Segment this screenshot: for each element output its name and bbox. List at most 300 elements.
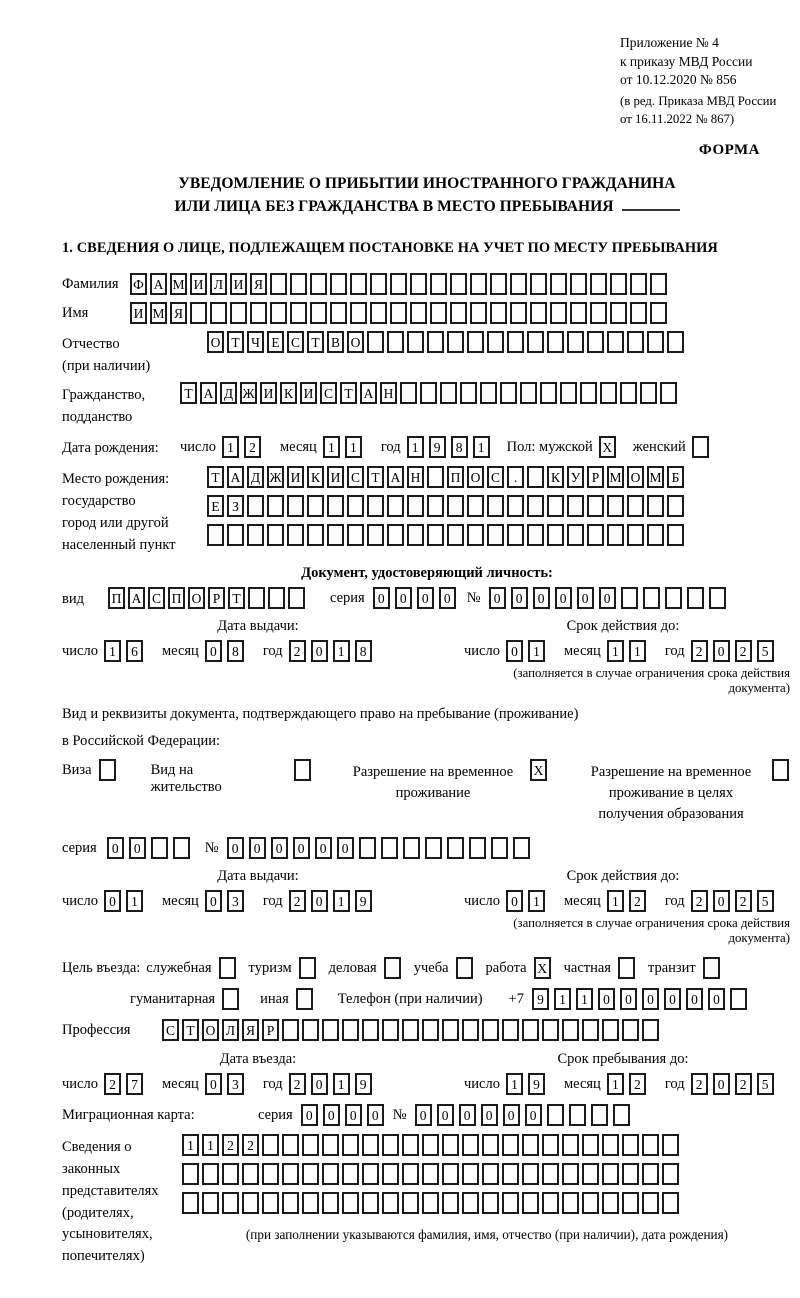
form-cell[interactable]: [219, 957, 236, 979]
form-cell[interactable]: [730, 988, 747, 1010]
form-cell[interactable]: [642, 1019, 659, 1041]
form-cell[interactable]: [587, 331, 604, 353]
form-cell[interactable]: [482, 1163, 499, 1185]
form-cell[interactable]: [270, 302, 287, 324]
form-cell[interactable]: [462, 1019, 479, 1041]
form-cell[interactable]: 5: [757, 640, 774, 662]
form-cell[interactable]: [662, 1163, 679, 1185]
form-cell[interactable]: 1: [333, 890, 350, 912]
form-cell[interactable]: 1: [576, 988, 593, 1010]
form-cell[interactable]: Ч: [247, 331, 264, 353]
form-cell[interactable]: 9: [355, 890, 372, 912]
form-cell[interactable]: [151, 837, 168, 859]
form-cell[interactable]: Д: [247, 466, 264, 488]
form-cell[interactable]: 9: [355, 1073, 372, 1095]
form-cell[interactable]: И: [230, 273, 247, 295]
form-cell[interactable]: Т: [340, 382, 357, 404]
form-cell[interactable]: [370, 273, 387, 295]
form-cell[interactable]: [350, 302, 367, 324]
form-cell[interactable]: [427, 524, 444, 546]
form-cell[interactable]: [381, 837, 398, 859]
form-cell[interactable]: [662, 1192, 679, 1214]
form-cell[interactable]: [248, 587, 265, 609]
form-cell[interactable]: [302, 1019, 319, 1041]
form-cell[interactable]: [510, 302, 527, 324]
form-cell[interactable]: [210, 302, 227, 324]
form-cell[interactable]: [640, 382, 657, 404]
form-cell[interactable]: [487, 331, 504, 353]
form-cell[interactable]: [582, 1163, 599, 1185]
form-cell[interactable]: И: [130, 302, 147, 324]
form-cell[interactable]: [621, 587, 638, 609]
form-cell[interactable]: [330, 302, 347, 324]
form-cell[interactable]: 0: [481, 1104, 498, 1126]
form-cell[interactable]: [367, 495, 384, 517]
form-cell[interactable]: 0: [459, 1104, 476, 1126]
form-cell[interactable]: [290, 273, 307, 295]
form-cell[interactable]: [482, 1192, 499, 1214]
form-cell[interactable]: [367, 331, 384, 353]
form-cell[interactable]: 2: [242, 1134, 259, 1156]
form-cell[interactable]: [362, 1163, 379, 1185]
form-cell[interactable]: [287, 495, 304, 517]
form-cell[interactable]: X: [534, 957, 551, 979]
form-cell[interactable]: 1: [323, 436, 340, 458]
form-cell[interactable]: 1: [629, 640, 646, 662]
form-cell[interactable]: .: [507, 466, 524, 488]
form-cell[interactable]: [647, 331, 664, 353]
form-cell[interactable]: [410, 302, 427, 324]
form-cell[interactable]: [422, 1134, 439, 1156]
form-cell[interactable]: И: [300, 382, 317, 404]
form-cell[interactable]: 0: [205, 640, 222, 662]
form-cell[interactable]: [467, 524, 484, 546]
form-cell[interactable]: [222, 988, 239, 1010]
form-cell[interactable]: [407, 495, 424, 517]
form-cell[interactable]: [247, 495, 264, 517]
form-cell[interactable]: [550, 273, 567, 295]
form-cell[interactable]: X: [530, 759, 547, 781]
form-cell[interactable]: Т: [180, 382, 197, 404]
form-cell[interactable]: [322, 1019, 339, 1041]
form-cell[interactable]: [502, 1019, 519, 1041]
form-cell[interactable]: И: [190, 273, 207, 295]
form-cell[interactable]: [427, 495, 444, 517]
form-cell[interactable]: Б: [667, 466, 684, 488]
form-cell[interactable]: 7: [126, 1073, 143, 1095]
form-cell[interactable]: [442, 1163, 459, 1185]
form-cell[interactable]: Н: [407, 466, 424, 488]
form-cell[interactable]: X: [599, 436, 616, 458]
form-cell[interactable]: [262, 1163, 279, 1185]
form-cell[interactable]: [447, 837, 464, 859]
form-cell[interactable]: О: [207, 331, 224, 353]
form-cell[interactable]: [662, 1134, 679, 1156]
form-cell[interactable]: 1: [182, 1134, 199, 1156]
form-cell[interactable]: [268, 587, 285, 609]
form-cell[interactable]: [622, 1192, 639, 1214]
form-cell[interactable]: [618, 957, 635, 979]
form-cell[interactable]: 0: [311, 1073, 328, 1095]
form-cell[interactable]: [642, 1134, 659, 1156]
form-cell[interactable]: [622, 1019, 639, 1041]
form-cell[interactable]: 3: [227, 890, 244, 912]
form-cell[interactable]: [440, 382, 457, 404]
form-cell[interactable]: [262, 1134, 279, 1156]
form-cell[interactable]: [527, 466, 544, 488]
form-cell[interactable]: [569, 1104, 586, 1126]
form-cell[interactable]: [342, 1134, 359, 1156]
form-cell[interactable]: [447, 331, 464, 353]
form-cell[interactable]: 2: [629, 1073, 646, 1095]
form-cell[interactable]: [447, 524, 464, 546]
form-cell[interactable]: 1: [554, 988, 571, 1010]
form-cell[interactable]: 0: [598, 988, 615, 1010]
form-cell[interactable]: [242, 1163, 259, 1185]
form-cell[interactable]: 0: [367, 1104, 384, 1126]
form-cell[interactable]: [567, 524, 584, 546]
form-cell[interactable]: 0: [620, 988, 637, 1010]
form-cell[interactable]: [482, 1019, 499, 1041]
form-cell[interactable]: [407, 524, 424, 546]
form-cell[interactable]: 1: [202, 1134, 219, 1156]
form-cell[interactable]: Ж: [240, 382, 257, 404]
form-cell[interactable]: [522, 1134, 539, 1156]
form-cell[interactable]: [190, 302, 207, 324]
form-cell[interactable]: [347, 495, 364, 517]
form-cell[interactable]: О: [202, 1019, 219, 1041]
form-cell[interactable]: 2: [735, 1073, 752, 1095]
form-cell[interactable]: С: [487, 466, 504, 488]
form-cell[interactable]: [703, 957, 720, 979]
form-cell[interactable]: 1: [126, 890, 143, 912]
form-cell[interactable]: [622, 1134, 639, 1156]
form-cell[interactable]: [202, 1163, 219, 1185]
form-cell[interactable]: [491, 837, 508, 859]
form-cell[interactable]: 2: [104, 1073, 121, 1095]
form-cell[interactable]: [602, 1134, 619, 1156]
form-cell[interactable]: 5: [757, 890, 774, 912]
form-cell[interactable]: 0: [205, 1073, 222, 1095]
form-cell[interactable]: Е: [207, 495, 224, 517]
form-cell[interactable]: 2: [629, 890, 646, 912]
form-cell[interactable]: [407, 331, 424, 353]
form-cell[interactable]: 0: [599, 587, 616, 609]
form-cell[interactable]: [387, 495, 404, 517]
form-cell[interactable]: [520, 382, 537, 404]
form-cell[interactable]: [347, 524, 364, 546]
form-cell[interactable]: [613, 1104, 630, 1126]
form-cell[interactable]: Т: [182, 1019, 199, 1041]
form-cell[interactable]: [442, 1019, 459, 1041]
form-cell[interactable]: [310, 273, 327, 295]
form-cell[interactable]: [602, 1019, 619, 1041]
form-cell[interactable]: [462, 1192, 479, 1214]
form-cell[interactable]: [522, 1163, 539, 1185]
form-cell[interactable]: [507, 331, 524, 353]
form-cell[interactable]: [622, 1163, 639, 1185]
form-cell[interactable]: Н: [380, 382, 397, 404]
form-cell[interactable]: [427, 466, 444, 488]
form-cell[interactable]: [282, 1134, 299, 1156]
form-cell[interactable]: [267, 495, 284, 517]
form-cell[interactable]: Т: [227, 331, 244, 353]
form-cell[interactable]: [627, 331, 644, 353]
form-cell[interactable]: [402, 1163, 419, 1185]
form-cell[interactable]: [522, 1019, 539, 1041]
form-cell[interactable]: [322, 1163, 339, 1185]
form-cell[interactable]: 0: [337, 837, 354, 859]
form-cell[interactable]: [527, 524, 544, 546]
form-cell[interactable]: 1: [607, 640, 624, 662]
form-cell[interactable]: 2: [289, 1073, 306, 1095]
form-cell[interactable]: [387, 331, 404, 353]
form-cell[interactable]: Я: [170, 302, 187, 324]
form-cell[interactable]: [582, 1019, 599, 1041]
form-cell[interactable]: [182, 1192, 199, 1214]
form-cell[interactable]: [547, 524, 564, 546]
form-cell[interactable]: [507, 495, 524, 517]
form-cell[interactable]: А: [150, 273, 167, 295]
form-cell[interactable]: 0: [104, 890, 121, 912]
form-cell[interactable]: [562, 1163, 579, 1185]
form-cell[interactable]: [502, 1192, 519, 1214]
form-cell[interactable]: [467, 495, 484, 517]
form-cell[interactable]: [602, 1192, 619, 1214]
form-cell[interactable]: [342, 1019, 359, 1041]
form-cell[interactable]: 2: [691, 1073, 708, 1095]
form-cell[interactable]: [282, 1163, 299, 1185]
form-cell[interactable]: 0: [664, 988, 681, 1010]
form-cell[interactable]: [610, 273, 627, 295]
form-cell[interactable]: А: [128, 587, 145, 609]
form-cell[interactable]: И: [327, 466, 344, 488]
form-cell[interactable]: 9: [429, 436, 446, 458]
form-cell[interactable]: 1: [473, 436, 490, 458]
form-cell[interactable]: [390, 302, 407, 324]
form-cell[interactable]: Л: [222, 1019, 239, 1041]
form-cell[interactable]: 0: [555, 587, 572, 609]
form-cell[interactable]: 0: [417, 587, 434, 609]
form-cell[interactable]: [667, 524, 684, 546]
form-cell[interactable]: И: [287, 466, 304, 488]
form-cell[interactable]: Т: [367, 466, 384, 488]
form-cell[interactable]: [600, 382, 617, 404]
form-cell[interactable]: 0: [107, 837, 124, 859]
form-cell[interactable]: [430, 273, 447, 295]
form-cell[interactable]: [562, 1134, 579, 1156]
form-cell[interactable]: Т: [207, 466, 224, 488]
form-cell[interactable]: [450, 302, 467, 324]
form-cell[interactable]: [267, 524, 284, 546]
form-cell[interactable]: 0: [415, 1104, 432, 1126]
form-cell[interactable]: [665, 587, 682, 609]
form-cell[interactable]: [403, 837, 420, 859]
form-cell[interactable]: 0: [395, 587, 412, 609]
form-cell[interactable]: [362, 1192, 379, 1214]
form-cell[interactable]: [382, 1019, 399, 1041]
form-cell[interactable]: Р: [208, 587, 225, 609]
form-cell[interactable]: [547, 495, 564, 517]
form-cell[interactable]: 1: [333, 1073, 350, 1095]
form-cell[interactable]: [362, 1134, 379, 1156]
form-cell[interactable]: [99, 759, 116, 781]
form-cell[interactable]: [462, 1134, 479, 1156]
form-cell[interactable]: 2: [691, 890, 708, 912]
form-cell[interactable]: [270, 273, 287, 295]
form-cell[interactable]: 0: [311, 890, 328, 912]
form-cell[interactable]: 0: [271, 837, 288, 859]
form-cell[interactable]: [607, 524, 624, 546]
form-cell[interactable]: 2: [735, 640, 752, 662]
form-cell[interactable]: 0: [506, 890, 523, 912]
form-cell[interactable]: [562, 1192, 579, 1214]
form-cell[interactable]: [570, 273, 587, 295]
form-cell[interactable]: [620, 382, 637, 404]
form-cell[interactable]: [502, 1134, 519, 1156]
form-cell[interactable]: [607, 331, 624, 353]
form-cell[interactable]: [410, 273, 427, 295]
form-cell[interactable]: [692, 436, 709, 458]
form-cell[interactable]: [667, 495, 684, 517]
form-cell[interactable]: [242, 1192, 259, 1214]
form-cell[interactable]: 0: [293, 837, 310, 859]
form-cell[interactable]: [502, 1163, 519, 1185]
form-cell[interactable]: [425, 837, 442, 859]
form-cell[interactable]: 2: [289, 890, 306, 912]
form-cell[interactable]: Д: [220, 382, 237, 404]
form-cell[interactable]: [427, 331, 444, 353]
form-cell[interactable]: [642, 1192, 659, 1214]
form-cell[interactable]: Ж: [267, 466, 284, 488]
form-cell[interactable]: [370, 302, 387, 324]
form-cell[interactable]: [570, 302, 587, 324]
form-cell[interactable]: [610, 302, 627, 324]
form-cell[interactable]: [542, 1134, 559, 1156]
form-cell[interactable]: 0: [713, 1073, 730, 1095]
form-cell[interactable]: М: [150, 302, 167, 324]
form-cell[interactable]: У: [567, 466, 584, 488]
form-cell[interactable]: [299, 957, 316, 979]
form-cell[interactable]: [540, 382, 557, 404]
form-cell[interactable]: [687, 587, 704, 609]
form-cell[interactable]: [607, 495, 624, 517]
form-cell[interactable]: Р: [587, 466, 604, 488]
form-cell[interactable]: С: [287, 331, 304, 353]
form-cell[interactable]: 0: [129, 837, 146, 859]
form-cell[interactable]: [709, 587, 726, 609]
form-cell[interactable]: [507, 524, 524, 546]
form-cell[interactable]: [642, 1163, 659, 1185]
form-cell[interactable]: [362, 1019, 379, 1041]
form-cell[interactable]: [400, 382, 417, 404]
form-cell[interactable]: 0: [311, 640, 328, 662]
form-cell[interactable]: [550, 302, 567, 324]
form-cell[interactable]: 0: [525, 1104, 542, 1126]
form-cell[interactable]: 2: [691, 640, 708, 662]
form-cell[interactable]: [294, 759, 311, 781]
form-cell[interactable]: [322, 1134, 339, 1156]
form-cell[interactable]: 0: [301, 1104, 318, 1126]
form-cell[interactable]: [630, 273, 647, 295]
form-cell[interactable]: [420, 382, 437, 404]
form-cell[interactable]: 0: [373, 587, 390, 609]
form-cell[interactable]: [382, 1134, 399, 1156]
form-cell[interactable]: Т: [307, 331, 324, 353]
form-cell[interactable]: [350, 273, 367, 295]
form-cell[interactable]: [456, 957, 473, 979]
form-cell[interactable]: [560, 382, 577, 404]
form-cell[interactable]: [590, 273, 607, 295]
form-cell[interactable]: [527, 495, 544, 517]
form-cell[interactable]: А: [387, 466, 404, 488]
form-cell[interactable]: 1: [607, 890, 624, 912]
form-cell[interactable]: [227, 524, 244, 546]
form-cell[interactable]: 3: [227, 1073, 244, 1095]
form-cell[interactable]: 0: [205, 890, 222, 912]
form-cell[interactable]: [469, 837, 486, 859]
form-cell[interactable]: 0: [533, 587, 550, 609]
form-cell[interactable]: [302, 1163, 319, 1185]
form-cell[interactable]: [490, 273, 507, 295]
form-cell[interactable]: [402, 1134, 419, 1156]
form-cell[interactable]: [287, 524, 304, 546]
form-cell[interactable]: [542, 1019, 559, 1041]
form-cell[interactable]: [627, 524, 644, 546]
form-cell[interactable]: [247, 524, 264, 546]
form-cell[interactable]: О: [347, 331, 364, 353]
form-cell[interactable]: [627, 495, 644, 517]
form-cell[interactable]: [480, 382, 497, 404]
form-cell[interactable]: [262, 1192, 279, 1214]
form-cell[interactable]: [567, 495, 584, 517]
form-cell[interactable]: [296, 988, 313, 1010]
form-cell[interactable]: [602, 1163, 619, 1185]
form-cell[interactable]: [510, 273, 527, 295]
form-cell[interactable]: [527, 331, 544, 353]
form-cell[interactable]: [288, 587, 305, 609]
form-cell[interactable]: [470, 273, 487, 295]
form-cell[interactable]: [460, 382, 477, 404]
form-cell[interactable]: [327, 524, 344, 546]
form-cell[interactable]: П: [168, 587, 185, 609]
form-cell[interactable]: [522, 1192, 539, 1214]
form-cell[interactable]: 0: [227, 837, 244, 859]
form-cell[interactable]: 1: [407, 436, 424, 458]
form-cell[interactable]: [402, 1192, 419, 1214]
form-cell[interactable]: [327, 495, 344, 517]
form-cell[interactable]: 0: [713, 640, 730, 662]
blank-underline[interactable]: [622, 197, 680, 211]
form-cell[interactable]: [442, 1134, 459, 1156]
form-cell[interactable]: [582, 1134, 599, 1156]
form-cell[interactable]: [282, 1019, 299, 1041]
form-cell[interactable]: [302, 1134, 319, 1156]
form-cell[interactable]: [307, 524, 324, 546]
form-cell[interactable]: 6: [126, 640, 143, 662]
form-cell[interactable]: [322, 1192, 339, 1214]
form-cell[interactable]: [647, 495, 664, 517]
form-cell[interactable]: 1: [345, 436, 362, 458]
form-cell[interactable]: 0: [315, 837, 332, 859]
form-cell[interactable]: Ф: [130, 273, 147, 295]
form-cell[interactable]: 9: [528, 1073, 545, 1095]
form-cell[interactable]: [250, 302, 267, 324]
form-cell[interactable]: [467, 331, 484, 353]
form-cell[interactable]: [290, 302, 307, 324]
form-cell[interactable]: [587, 524, 604, 546]
form-cell[interactable]: 1: [506, 1073, 523, 1095]
